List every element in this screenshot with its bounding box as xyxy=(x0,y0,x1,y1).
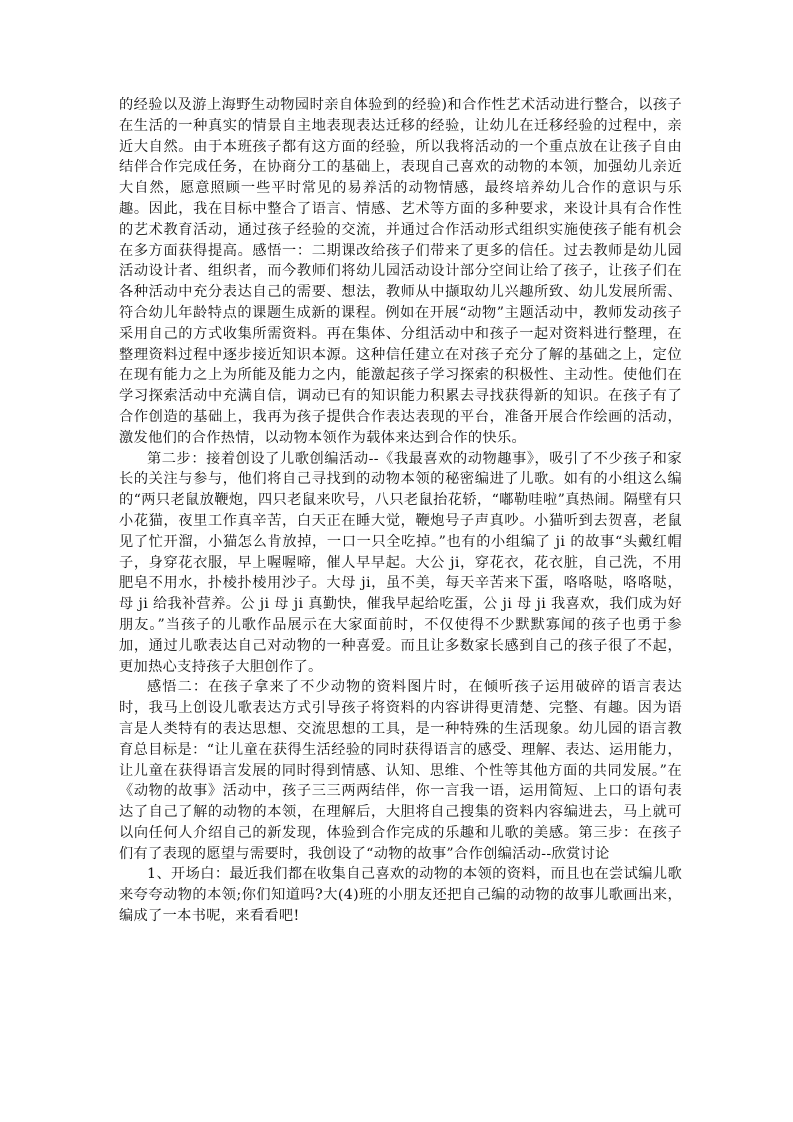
paragraph-2: 第二步：接着创设了儿歌创编活动--《我最喜欢的动物趣事》，吸引了不少孩子和家长的关注与参与，他们将自己寻找到的动物本领的秘密编进了儿歌。如有的小组这么编的“两只老鼠放鞭炮，四只老鼠来吹号，八只老鼠抬花轿，“嘟勒哇啦”真热闹。隔壁有只小花猫，夜里工作真辛苦，白天正在睡大觉，鞭炮号子声真吵。小猫听到去贺喜，老鼠见了忙开溜，小猫怎么肯放掉，一口一只全吃掉。”也有的小组编了 ji 的故事“头戴红帽子，身穿花衣服，早上喔喔啼，催人早早起。大公 ji，穿花衣，花衣脏，自己洗，不用肥皂不用水，扑棱扑棱用沙子。大母 ji，虽不美，每天辛苦来下蛋，咯咯哒，咯咯哒，母 ji 给我补营养。公 ji 母 ji 真勤快，催我早起给吃蛋，公 ji 母 ji 我喜欢，我们成为好朋友。”当孩子的儿歌作品展示在大家面前时，不仅使得不少默默寡闻的孩子也勇于参加，通过儿歌表达自己对动物的一种喜爱。而且让多数家长感到自己的孩子很了不起，更加热心支持孩子大胆创作了。 xyxy=(119,450,682,675)
paragraph-4: 1、开场白：最近我们都在收集自己喜欢的动物的本领的资料，而且也在尝试编儿歌来夸夸动物的本领;你们知道吗?大(4)班的小朋友还把自己编的动物的故事儿歌画出来，编成了一本书呢，来看看吧! xyxy=(119,866,682,925)
paragraph-3: 感悟二：在孩子拿来了不少动物的资料图片时，在倾听孩子运用破碎的语言表达时，我马上创设儿歌表达方式引导孩子将资料的内容讲得更清楚、完整、有趣。因为语言是人类特有的表达思想、交流思想的工具，是一种特殊的生活现象。幼儿园的语言教育总目标是：“让儿童在获得生活经验的同时获得语言的感受、理解、表达、运用能力，让儿童在获得语言发展的同时得到情感、认知、思维、个性等其他方面的共同发展。”在《动物的故事》活动中，孩子三三两两结伴，你一言我一语，运用简短、上口的语句表达了自己了解的动物的本领，在理解后，大胆将自己搜集的资料内容编进去，马上就可以向任何人介绍自己的新发现，体验到合作完成的乐趣和儿歌的美感。第三步：在孩子们有了表现的愿望与需要时，我创设了“动物的故事”合作创编活动--欣赏讨论 xyxy=(119,679,682,862)
document-page xyxy=(119,95,682,927)
paragraph-1: 的经验以及游上海野生动物园时亲自体验到的经验)和合作性艺术活动进行整合，以孩子在生活的一种真实的情景自主地表现表达迁移的经验，让幼儿在迁移经验的过程中，亲近大自然。由于本班孩子都有这方面的经验，所以我将活动的一个重点放在让孩子自由结伴合作完成任务，在协商分工的基础上，表现自己喜欢的动物的本领，加强幼儿亲近大自然，愿意照顾一些平时常见的易养活的动物情感，最终培养幼儿合作的意识与乐趣。因此，我在目标中整合了语言、情感、艺术等方面的多种要求，来设计具有合作性的艺术教育活动，通过孩子经验的交流，并通过合作活动形式组织实施使孩子能有机会在多方面获得提高。感悟一：二期课改给孩子们带来了更多的信任。过去教师是幼儿园活动设计者、组织者，而今教师们将幼儿园活动设计部分空间让给了孩子，让孩子们在各种活动中充分表达自己的需要、想法，教师从中撷取幼儿兴趣所致、幼儿发展所需、符合幼儿年龄特点的课题生成新的课程。例如在开展“动物”主题活动中，教师发动孩子采用自己的方式收集所需资料。再在集体、分组活动中和孩子一起对资料进行整理，在整理资料过程中逐步接近知识本源。这种信任建立在对孩子充分了解的基础之上，定位在现有能力之上为所能及能力之内，能激起孩子学习探索的积极性、主动性。使他们在学习探索活动中充满自信，调动已有的知识能力积累去寻找获得新的知识。在孩子有了合作创造的基础上，我再为孩子提供合作表达表现的平台，准备开展合作绘画的活动，激发他们的合作热情，以动物本领作为载体来达到合作的快乐。 xyxy=(119,97,682,446)
